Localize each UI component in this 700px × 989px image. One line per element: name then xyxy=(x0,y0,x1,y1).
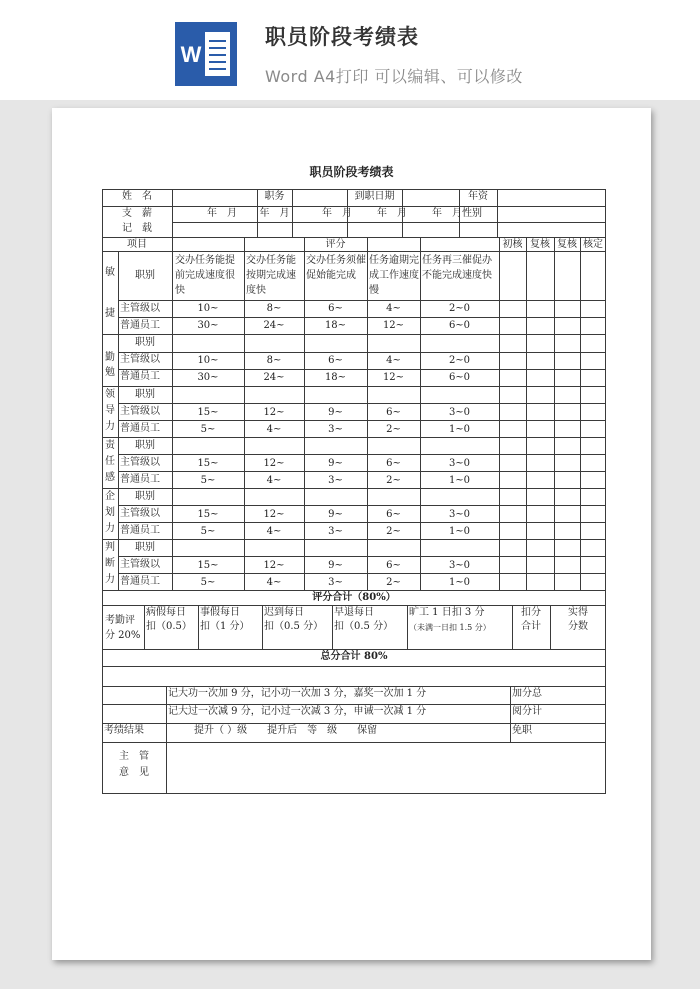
personal-leave-rule: 事假每日 xyxy=(200,607,240,618)
grid-line xyxy=(102,686,606,687)
grand-total-row: 总分合计 80% xyxy=(320,651,388,662)
role-label: 职别 xyxy=(135,491,155,502)
grid-line xyxy=(118,573,606,574)
score-header: 评分 xyxy=(325,239,346,250)
grid-line xyxy=(332,605,333,649)
actual-score-label: 分数 xyxy=(568,621,588,632)
role-label: 职别 xyxy=(135,270,155,281)
score-cell: 6~ xyxy=(386,509,401,520)
category-label-leadership: 导 xyxy=(105,405,115,416)
first-check-header: 初核 xyxy=(502,239,523,250)
early-leave-rule: 早退每日 xyxy=(334,607,374,618)
gender-label: 性别 xyxy=(462,208,482,219)
actual-score-label: 实得 xyxy=(568,607,588,618)
score-cell: 24~ xyxy=(263,320,285,331)
result-options: 提升（ ）级 提升后 等 级 保留 xyxy=(194,725,378,736)
grid-line xyxy=(102,590,606,591)
score-cell: 2~ xyxy=(386,577,401,588)
score-cell: 1~0 xyxy=(448,475,471,486)
score-subtotal-row: 评分合计（80%） xyxy=(312,592,396,603)
grid-line xyxy=(102,437,606,438)
category-label-agility: 敏 xyxy=(105,267,115,278)
score-cell: 12~ xyxy=(382,320,405,331)
score-cell: 15~ xyxy=(197,509,219,520)
criteria-text: 交办任务能提前完成速度很快 xyxy=(175,255,235,296)
score-cell: 2~ xyxy=(386,475,401,486)
manager-label: 主管级以 xyxy=(120,303,160,314)
score-cell: 1~0 xyxy=(448,577,471,588)
penalty-rule: 记大过一次减 9 分，记小过一次减 3 分，申诫一次减 1 分 xyxy=(168,706,427,717)
grid-line xyxy=(166,686,167,793)
document-preview-area xyxy=(0,100,700,989)
staff-label: 普通员工 xyxy=(120,371,160,382)
grid-line xyxy=(118,352,606,353)
score-cell: 6~ xyxy=(328,355,343,366)
review-header: 复核 xyxy=(557,239,577,250)
late-rule: 扣（0.5 分） xyxy=(264,621,324,632)
grid-line xyxy=(172,189,173,237)
grid-line xyxy=(102,793,606,794)
staff-label: 普通员工 xyxy=(120,320,160,331)
grid-line xyxy=(102,237,606,238)
score-cell: 15~ xyxy=(197,407,219,418)
seniority-label: 年资 xyxy=(468,191,488,202)
score-cell: 12~ xyxy=(382,372,405,383)
score-cell: 6~ xyxy=(328,303,343,314)
grid-line xyxy=(580,237,581,590)
grid-line xyxy=(102,189,606,190)
grid-line xyxy=(118,471,606,472)
category-label-diligence: 勤 xyxy=(105,352,115,363)
hire-date-label: 到职日期 xyxy=(354,191,395,202)
absence-rule: （未满一日扣 1.5 分） xyxy=(409,623,491,632)
score-cell: 4~ xyxy=(266,424,282,435)
approve-header: 核定 xyxy=(583,239,603,250)
score-cell: 9~ xyxy=(328,407,343,418)
grid-line xyxy=(118,251,119,590)
score-cell: 12~ xyxy=(263,458,285,469)
category-label-planning: 力 xyxy=(105,523,115,534)
category-label-judgment: 断 xyxy=(105,558,115,569)
grid-line xyxy=(102,742,606,743)
score-cell: 4~ xyxy=(386,355,401,366)
reward-rule: 记大功一次加 9 分，记小功一次加 3 分，嘉奖一次加 1 分 xyxy=(168,688,427,699)
grid-line xyxy=(526,237,527,590)
grid-line xyxy=(102,666,606,667)
absence-rule: 旷工 1 日扣 3 分 xyxy=(409,607,485,618)
criteria-text: 交办任务能按期完成速度快 xyxy=(246,255,296,296)
grid-line xyxy=(102,206,606,207)
score-cell: 8~ xyxy=(266,303,282,314)
item-header: 项目 xyxy=(127,239,147,250)
bonus-total-label: 加分总 xyxy=(512,688,542,699)
grid-line xyxy=(262,605,263,649)
header-subtitle: Word A4打印 可以编辑、可以修改 xyxy=(265,67,523,86)
year-month-field: 年 月 xyxy=(207,208,237,219)
score-cell: 30~ xyxy=(197,372,219,383)
score-cell: 1~0 xyxy=(448,424,471,435)
grid-line xyxy=(102,488,606,489)
grid-line xyxy=(102,386,606,387)
deduction-total-label: 合计 xyxy=(521,621,541,632)
manager-label: 主管级以 xyxy=(120,457,160,468)
category-label-planning: 划 xyxy=(105,507,115,518)
grid-line xyxy=(510,686,511,742)
header-banner xyxy=(0,0,700,100)
score-cell: 5~ xyxy=(200,577,216,588)
category-label-agility: 捷 xyxy=(105,308,115,319)
grid-line xyxy=(118,300,606,301)
bonus-total-label: 阅分计 xyxy=(512,706,542,717)
score-cell: 10~ xyxy=(197,355,219,366)
score-cell: 24~ xyxy=(263,372,285,383)
score-cell: 10~ xyxy=(197,303,219,314)
score-cell: 2~0 xyxy=(448,355,471,366)
score-cell: 6~ xyxy=(386,560,401,571)
grid-line xyxy=(118,317,606,318)
document-page xyxy=(52,108,651,960)
year-month-field: 年 月 xyxy=(432,208,462,219)
score-cell: 5~ xyxy=(200,424,216,435)
score-cell: 3~ xyxy=(328,424,343,435)
role-label: 职别 xyxy=(135,337,155,348)
score-cell: 30~ xyxy=(197,320,219,331)
word-icon-letter: W xyxy=(180,42,202,67)
score-cell: 18~ xyxy=(324,372,347,383)
score-cell: 4~ xyxy=(266,475,282,486)
score-cell: 1~0 xyxy=(448,526,471,537)
sick-leave-rule: 病假每日 xyxy=(146,607,186,618)
dismissal-option: 免职 xyxy=(512,725,532,736)
staff-label: 普通员工 xyxy=(120,474,160,485)
grid-line xyxy=(102,723,606,724)
score-cell: 9~ xyxy=(328,509,343,520)
criteria-text: 任务再三催促办不能完成速度快 xyxy=(422,255,492,281)
category-label-responsibility: 感 xyxy=(105,472,115,483)
score-cell: 4~ xyxy=(266,526,282,537)
grid-line xyxy=(172,222,606,223)
appraisal-form-table xyxy=(102,189,606,794)
score-cell: 15~ xyxy=(197,458,219,469)
score-cell: 4~ xyxy=(386,303,401,314)
grid-line xyxy=(118,403,606,404)
score-cell: 6~ xyxy=(386,407,401,418)
criteria-text: 交办任务须催促始能完成 xyxy=(306,255,366,281)
score-cell: 2~ xyxy=(386,526,401,537)
score-cell: 2~0 xyxy=(448,303,471,314)
late-rule: 迟到每日 xyxy=(264,607,304,618)
category-label-responsibility: 责 xyxy=(105,440,115,451)
score-cell: 6~ xyxy=(386,458,401,469)
grid-line xyxy=(499,237,500,590)
score-cell: 15~ xyxy=(197,560,219,571)
category-label-leadership: 力 xyxy=(105,421,115,432)
score-cell: 4~ xyxy=(266,577,282,588)
score-cell: 9~ xyxy=(328,458,343,469)
attendance-label: 分 20% xyxy=(105,630,141,641)
category-label-judgment: 力 xyxy=(105,574,115,585)
salary-label: 支 薪 xyxy=(122,208,152,219)
grid-line xyxy=(554,237,555,590)
score-cell: 5~ xyxy=(200,475,216,486)
deduction-total-label: 扣分 xyxy=(521,607,541,618)
review-header: 复核 xyxy=(530,239,550,250)
staff-label: 普通员工 xyxy=(120,576,160,587)
role-label: 职别 xyxy=(135,440,155,451)
manager-label: 主管级以 xyxy=(120,406,160,417)
word-document-icon xyxy=(175,22,237,86)
score-cell: 5~ xyxy=(200,526,216,537)
supervisor-opinion-label: 主 管 xyxy=(119,751,149,762)
grid-line xyxy=(118,522,606,523)
manager-label: 主管级以 xyxy=(120,559,160,570)
grid-line xyxy=(118,505,606,506)
score-cell: 6~0 xyxy=(448,320,471,331)
salary-label: 记 载 xyxy=(122,223,152,234)
category-label-responsibility: 任 xyxy=(105,456,115,467)
grid-line xyxy=(198,605,199,649)
category-label-judgment: 判 xyxy=(105,542,115,553)
score-cell: 3~ xyxy=(328,475,343,486)
document-title: 职员阶段考绩表 xyxy=(309,165,394,179)
grid-line xyxy=(102,334,606,335)
grid-line xyxy=(102,251,606,252)
grid-line xyxy=(102,649,606,650)
category-label-diligence: 勉 xyxy=(105,367,115,378)
grid-line xyxy=(102,605,606,606)
grid-line xyxy=(118,369,606,370)
header-title: 职员阶段考绩表 xyxy=(265,25,419,49)
grid-line xyxy=(497,189,498,237)
score-cell: 18~ xyxy=(324,320,347,331)
position-label: 职务 xyxy=(264,191,285,202)
grid-line xyxy=(118,556,606,557)
grid-line xyxy=(407,605,408,649)
attendance-label: 考勤评 xyxy=(105,615,135,626)
role-label: 职别 xyxy=(135,389,155,400)
criteria-text: 任务逾期完成工作速度慢 xyxy=(369,255,419,296)
personal-leave-rule: 扣（1 分） xyxy=(200,621,250,632)
score-cell: 3~ xyxy=(328,577,343,588)
grid-line xyxy=(102,704,606,705)
score-cell: 3~0 xyxy=(448,458,471,469)
result-label: 考绩结果 xyxy=(104,725,144,736)
score-cell: 3~0 xyxy=(448,560,471,571)
grid-line xyxy=(605,189,606,794)
score-cell: 8~ xyxy=(266,355,282,366)
early-leave-rule: 扣（0.5 分） xyxy=(334,621,394,632)
year-month-field: 年 月 xyxy=(377,208,407,219)
score-cell: 2~ xyxy=(386,424,401,435)
name-label: 姓 名 xyxy=(122,191,152,202)
manager-label: 主管级以 xyxy=(120,354,160,365)
year-month-field: 年 月 xyxy=(322,208,352,219)
staff-label: 普通员工 xyxy=(120,525,160,536)
supervisor-opinion-label: 意 见 xyxy=(119,767,149,778)
score-cell: 12~ xyxy=(263,407,285,418)
year-month-field: 年 月 xyxy=(259,208,290,219)
grid-line xyxy=(102,539,606,540)
grid-line xyxy=(118,420,606,421)
staff-label: 普通员工 xyxy=(120,423,160,434)
score-cell: 6~0 xyxy=(448,372,471,383)
grid-line xyxy=(144,605,145,649)
score-cell: 3~0 xyxy=(448,407,471,418)
grid-line xyxy=(118,454,606,455)
sick-leave-rule: 扣（0.5） xyxy=(146,621,192,632)
category-label-planning: 企 xyxy=(105,491,115,502)
role-label: 职别 xyxy=(135,542,155,553)
category-label-leadership: 领 xyxy=(105,389,115,400)
score-cell: 12~ xyxy=(263,509,285,520)
score-cell: 12~ xyxy=(263,560,285,571)
score-cell: 3~ xyxy=(328,526,343,537)
score-cell: 3~0 xyxy=(448,509,471,520)
manager-label: 主管级以 xyxy=(120,508,160,519)
score-cell: 9~ xyxy=(328,560,343,571)
